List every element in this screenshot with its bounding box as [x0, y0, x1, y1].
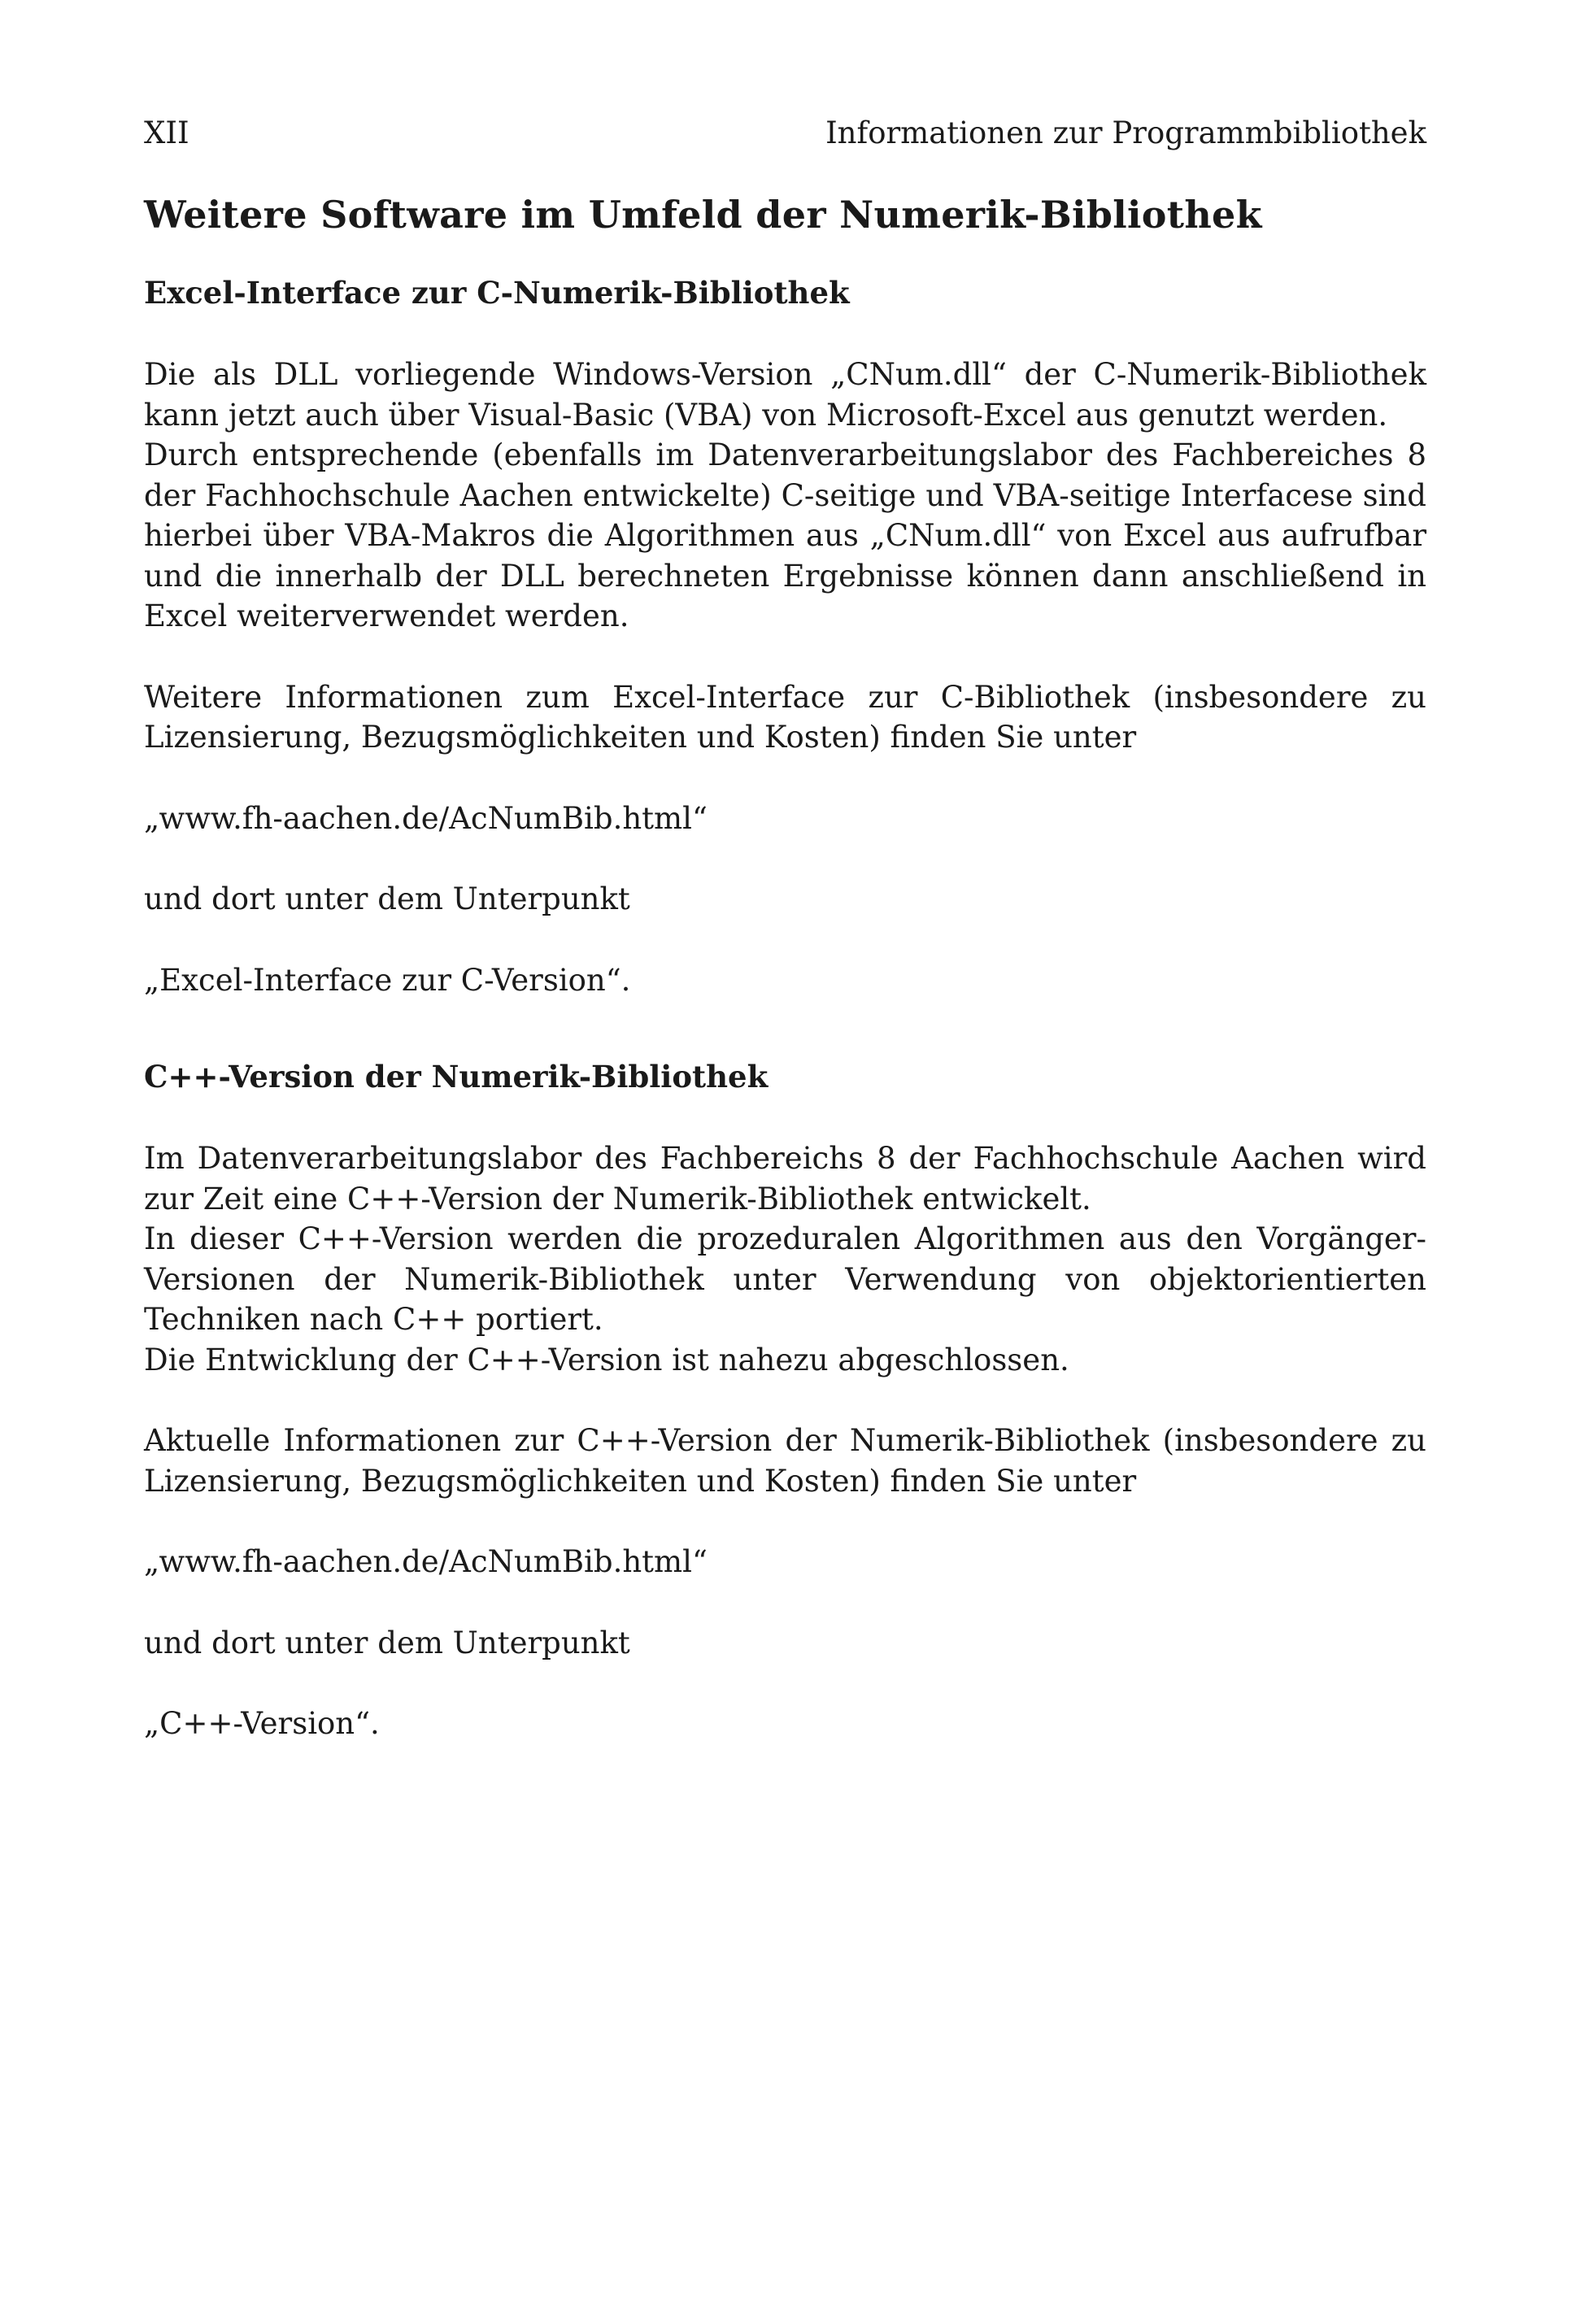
paragraph: Aktuelle Informationen zur C++-Version der Numerik-Bibliothek (insbesondere zu Lizensierung, Bezugsmöglichkeiten und Kosten) finden Sie unter: [144, 1423, 1426, 1499]
paragraph: Die Entwicklung der C++-Version ist nahezu abgeschlossen.: [144, 1342, 1069, 1377]
paragraph: Durch entsprechende (ebenfalls im Datenverarbeitungslabor des Fachbereiches 8 der Fachhochschule Aachen entwickelte) C-seitige und VBA-seitige Interfacese sind hierbei über VBA-Makros die Algorithmen aus „CNum.dll“ von Excel aus aufrufbar und die innerhalb der DLL berechneten Ergebnisse können dann anschließend in Excel weiterverwendet werden.: [144, 437, 1426, 633]
subpoint-intro: und dort unter dem Unterpunkt: [144, 881, 630, 916]
section-excel-interface: [144, 273, 1426, 1000]
subpoint-intro: und dort unter dem Unterpunkt: [144, 1625, 630, 1660]
section-heading: C++-Version der Numerik-Bibliothek: [144, 1059, 769, 1095]
paragraph: In dieser C++-Version werden die prozeduralen Algorithmen aus den Vorgänger-Versionen der Numerik-Bibliothek unter Verwendung von objektorientierten Techniken nach C++ portiert.: [144, 1221, 1426, 1337]
section-cpp-version: [144, 1057, 1426, 1744]
running-head: [144, 114, 1426, 153]
subpoint-text: „C++-Version“.: [144, 1706, 380, 1741]
section-heading: Excel-Interface zur C-Numerik-Bibliothek: [144, 275, 850, 311]
paragraph: Die als DLL vorliegende Windows-Version „CNum.dll“ der C-Numerik-Bibliothek kann jetzt auch über Visual-Basic (VBA) von Microsoft-Excel aus genutzt werden.: [144, 357, 1426, 433]
page-number: XII: [144, 115, 189, 150]
paragraph: Weitere Informationen zum Excel-Interface zur C-Bibliothek (insbesondere zu Lizensierung, Bezugsmöglichkeiten und Kosten) finden Sie unter: [144, 679, 1426, 755]
page-title: Weitere Software im Umfeld der Numerik-Bibliothek: [144, 193, 1262, 237]
url-text: „www.fh-aachen.de/AcNumBib.html“: [144, 1544, 708, 1579]
paragraph: Im Datenverarbeitungslabor des Fachbereichs 8 der Fachhochschule Aachen wird zur Zeit eine C++-Version der Numerik-Bibliothek entwickelt.: [144, 1141, 1426, 1216]
running-title: Informationen zur Programmbibliothek: [825, 115, 1426, 150]
subpoint-text: „Excel-Interface zur C-Version“.: [144, 962, 631, 998]
url-text: „www.fh-aachen.de/AcNumBib.html“: [144, 800, 708, 836]
page: [144, 114, 1426, 1744]
